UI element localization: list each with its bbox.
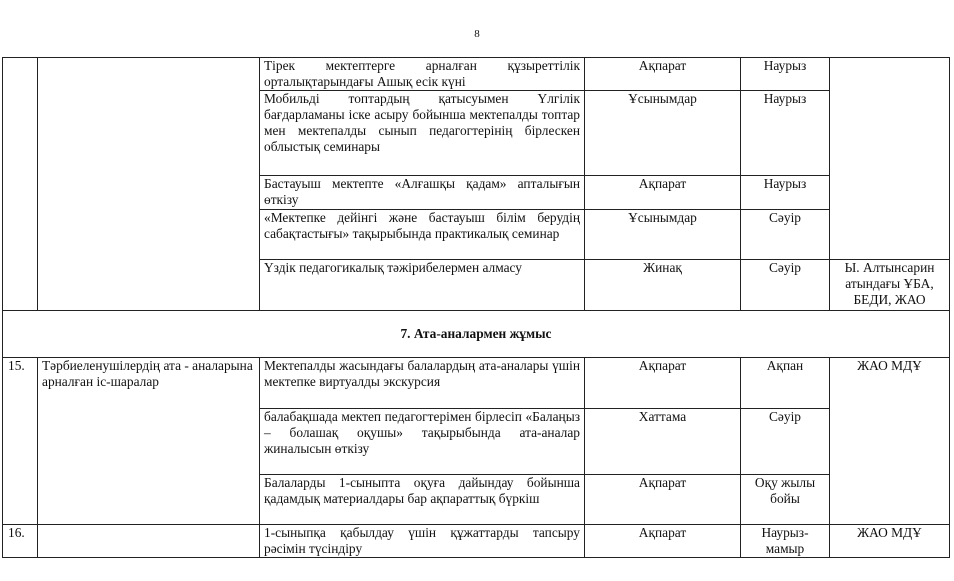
responsible-party: ЖАО МДҰ xyxy=(830,525,950,558)
activity-description: Мобильді топтардың қатысуымен Үлгілік бағдарламаны іске асыру бойынша мектепалды топтар мен мектепалды сынып педагогтерінің бірлескен облыстық семинары xyxy=(260,91,585,176)
completion-form: Ақпарат xyxy=(585,525,741,558)
table-row xyxy=(3,58,950,91)
deadline: Наурыз xyxy=(741,176,830,210)
deadline: Сәуір xyxy=(741,260,830,311)
deadline: Наурыз xyxy=(741,58,830,91)
completion-form: Ақпарат xyxy=(585,176,741,210)
deadline: Оқу жылы бойы xyxy=(741,475,830,525)
activity-description: Балаларды 1-сыныпта оқуға дайындау бойынша қадамдық материалдары бар ақпараттық бүркіш xyxy=(260,475,585,525)
item-title-cell xyxy=(38,525,260,558)
deadline: Ақпан xyxy=(741,358,830,409)
completion-form: Ұсынымдар xyxy=(585,210,741,260)
table-row xyxy=(3,525,950,558)
responsible-party: Ы. Алтынсарин атындағы ҰБА, БЕДИ, ЖАО xyxy=(830,260,950,311)
deadline: Наурыз-мамыр xyxy=(741,525,830,558)
item-number: 15. xyxy=(3,358,38,525)
activity-description: Үздік педагогикалық тәжірибелермен алмасу xyxy=(260,260,585,311)
item-title-cell xyxy=(38,58,260,311)
completion-form: Хаттама xyxy=(585,409,741,475)
item-number: 16. xyxy=(3,525,38,558)
completion-form: Ұсынымдар xyxy=(585,91,741,176)
page-number: 8 xyxy=(474,28,480,40)
deadline: Наурыз xyxy=(741,91,830,176)
activity-description: Мектепалды жасындағы балалардың ата-аналары үшін мектепке виртуалды экскурсия xyxy=(260,358,585,409)
responsible-cell xyxy=(830,58,950,260)
section-title: 7. Ата-аналармен жұмыс xyxy=(3,311,950,358)
activity-description: балабақшада мектеп педагогтерімен бірлесіп «Балаңыз – болашақ оқушы» тақырыбында ата-аналар жиналысын өткізу xyxy=(260,409,585,475)
responsible-party: ЖАО МДҰ xyxy=(830,358,950,525)
activity-plan-table xyxy=(2,57,950,558)
completion-form: Ақпарат xyxy=(585,475,741,525)
completion-form: Ақпарат xyxy=(585,358,741,409)
completion-form: Жинақ xyxy=(585,260,741,311)
activity-description: 1-сыныпқа қабылдау үшін құжаттарды тапсыру рәсімін түсіндіру xyxy=(260,525,585,558)
table-row xyxy=(3,358,950,409)
deadline: Сәуір xyxy=(741,210,830,260)
deadline: Сәуір xyxy=(741,409,830,475)
section-heading-row xyxy=(3,311,950,358)
activity-description: Бастауыш мектепте «Алғашқы қадам» апталығын өткізу xyxy=(260,176,585,210)
completion-form: Ақпарат xyxy=(585,58,741,91)
item-title: Тәрбиеленушілердің ата - аналарына арналған іс-шаралар xyxy=(38,358,260,525)
activity-description: Тірек мектептерге арналған құзыреттілік орталықтарындағы Ашық есік күні xyxy=(260,58,585,91)
activity-description: «Мектепке дейінгі және бастауыш білім берудің сабақтастығы» тақырыбында практикалық семинар xyxy=(260,210,585,260)
item-number-cell xyxy=(3,58,38,311)
